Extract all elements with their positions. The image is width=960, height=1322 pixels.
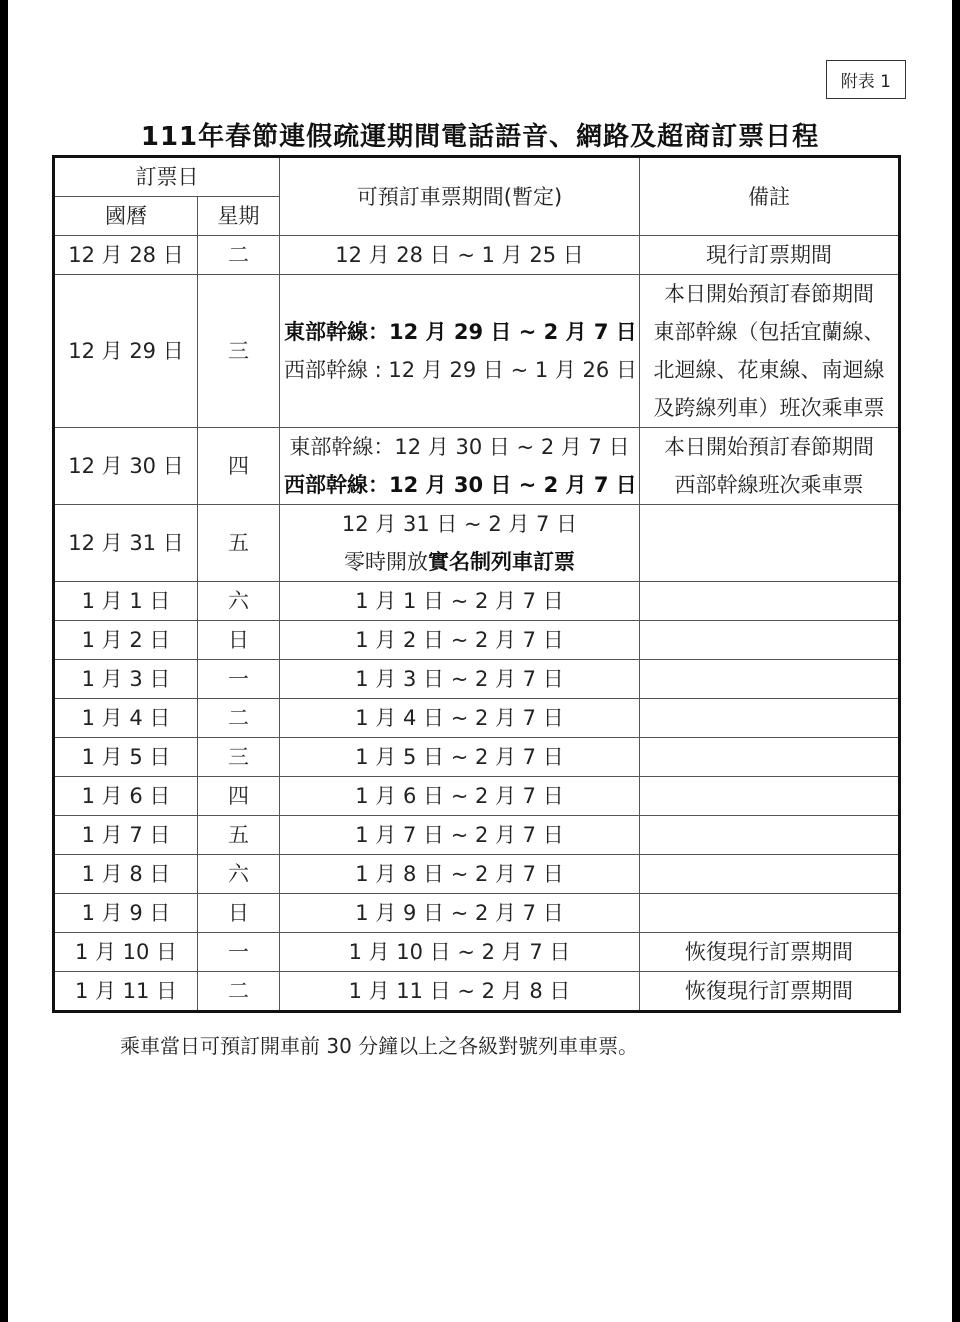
period-note [284,543,635,581]
cell-remark [640,505,900,582]
cell-remark: 現行訂票期間 [640,236,900,275]
cell-period [280,505,640,582]
period-note-prefix: 零時開放 [344,550,428,574]
cell-period [280,428,640,505]
document-page [8,0,952,1322]
table-row [54,621,900,660]
cell-remark [640,275,900,428]
cell-date: 1 月 10 日 [54,933,198,972]
header-period: 可預訂車票期間(暫定) [280,157,640,236]
cell-remark [640,660,900,699]
cell-date: 1 月 9 日 [54,894,198,933]
table-row [54,738,900,777]
cell-period: 1 月 11 日 ~ 2 月 8 日 [280,972,640,1012]
table-row [54,428,900,505]
cell-date: 1 月 4 日 [54,699,198,738]
cell-weekday: 二 [198,972,280,1012]
cell-remark [640,855,900,894]
cell-remark [640,777,900,816]
cell-weekday: 三 [198,275,280,428]
remark-line: 東部幹線（包括宜蘭線、 [653,320,885,344]
cell-remark [640,738,900,777]
cell-date: 1 月 11 日 [54,972,198,1012]
cell-period [280,275,640,428]
cell-date: 1 月 8 日 [54,855,198,894]
cell-period: 1 月 6 日 ~ 2 月 7 日 [280,777,640,816]
cell-weekday: 二 [198,699,280,738]
remark-line: 本日開始預訂春節期間 [664,282,874,306]
cell-remark: 恢復現行訂票期間 [640,972,900,1012]
cell-date: 12 月 29 日 [54,275,198,428]
period-west: 西部幹線：12 月 30 日 ~ 2 月 7 日 [284,473,637,497]
table-row [54,933,900,972]
cell-weekday: 一 [198,933,280,972]
cell-weekday: 六 [198,582,280,621]
period-east: 東部幹線：12 月 29 日 ~ 2 月 7 日 [284,320,637,344]
period-range: 12 月 31 日 ~ 2 月 7 日 [341,512,578,536]
cell-date: 1 月 2 日 [54,621,198,660]
remark-line: 西部幹線班次乘車票 [674,473,864,497]
cell-period: 1 月 7 日 ~ 2 月 7 日 [280,816,640,855]
header-booking-day: 訂票日 [54,157,280,197]
cell-period: 1 月 10 日 ~ 2 月 7 日 [280,933,640,972]
cell-date: 1 月 7 日 [54,816,198,855]
cell-weekday: 六 [198,855,280,894]
cell-weekday: 一 [198,660,280,699]
cell-weekday: 四 [198,777,280,816]
cell-date: 1 月 3 日 [54,660,198,699]
table-row [54,894,900,933]
table-row [54,660,900,699]
cell-period: 1 月 3 日 ~ 2 月 7 日 [280,660,640,699]
remark-line: 本日開始預訂春節期間 [664,435,874,459]
cell-period: 12 月 28 日 ~ 1 月 25 日 [280,236,640,275]
footer-note: 乘車當日可預訂開車前 30 分鐘以上之各級對號列車車票。 [120,1034,639,1058]
annex-label: 附表 1 [826,60,906,99]
cell-period: 1 月 9 日 ~ 2 月 7 日 [280,894,640,933]
booking-schedule-table [52,155,901,1013]
document-title: 111年春節連假疏運期間電話語音、網路及超商訂票日程 [140,122,820,152]
header-gregorian: 國曆 [54,197,198,236]
table-row [54,505,900,582]
table-row [54,972,900,1012]
period-note-bold: 實名制列車訂票 [428,550,575,574]
period-west: 西部幹線 : 12 月 29 日 ~ 1 月 26 日 [284,358,637,382]
cell-weekday: 五 [198,505,280,582]
cell-weekday: 三 [198,738,280,777]
cell-date: 1 月 1 日 [54,582,198,621]
cell-period: 1 月 8 日 ~ 2 月 7 日 [280,855,640,894]
remark-line: 及跨線列車）班次乘車票 [653,396,885,420]
cell-date: 12 月 28 日 [54,236,198,275]
cell-weekday: 四 [198,428,280,505]
header-row-1 [54,157,900,197]
period-east: 東部幹線：12 月 30 日 ~ 2 月 7 日 [289,435,630,459]
cell-remark: 恢復現行訂票期間 [640,933,900,972]
table-row [54,777,900,816]
cell-date: 12 月 31 日 [54,505,198,582]
cell-period: 1 月 2 日 ~ 2 月 7 日 [280,621,640,660]
cell-remark [640,428,900,505]
cell-weekday: 五 [198,816,280,855]
cell-period: 1 月 1 日 ~ 2 月 7 日 [280,582,640,621]
cell-remark [640,894,900,933]
cell-remark [640,699,900,738]
header-remarks: 備註 [640,157,900,236]
cell-weekday: 二 [198,236,280,275]
cell-remark [640,816,900,855]
cell-period: 1 月 5 日 ~ 2 月 7 日 [280,738,640,777]
table-row [54,275,900,428]
cell-weekday: 日 [198,621,280,660]
cell-remark [640,621,900,660]
cell-date: 1 月 6 日 [54,777,198,816]
remark-line: 北迴線、花東線、南迴線 [653,358,885,382]
table-row [54,699,900,738]
cell-weekday: 日 [198,894,280,933]
cell-period: 1 月 4 日 ~ 2 月 7 日 [280,699,640,738]
cell-remark [640,582,900,621]
header-weekday: 星期 [198,197,280,236]
table-row [54,816,900,855]
table-row [54,236,900,275]
cell-date: 12 月 30 日 [54,428,198,505]
table-row [54,855,900,894]
table-row [54,582,900,621]
cell-date: 1 月 5 日 [54,738,198,777]
